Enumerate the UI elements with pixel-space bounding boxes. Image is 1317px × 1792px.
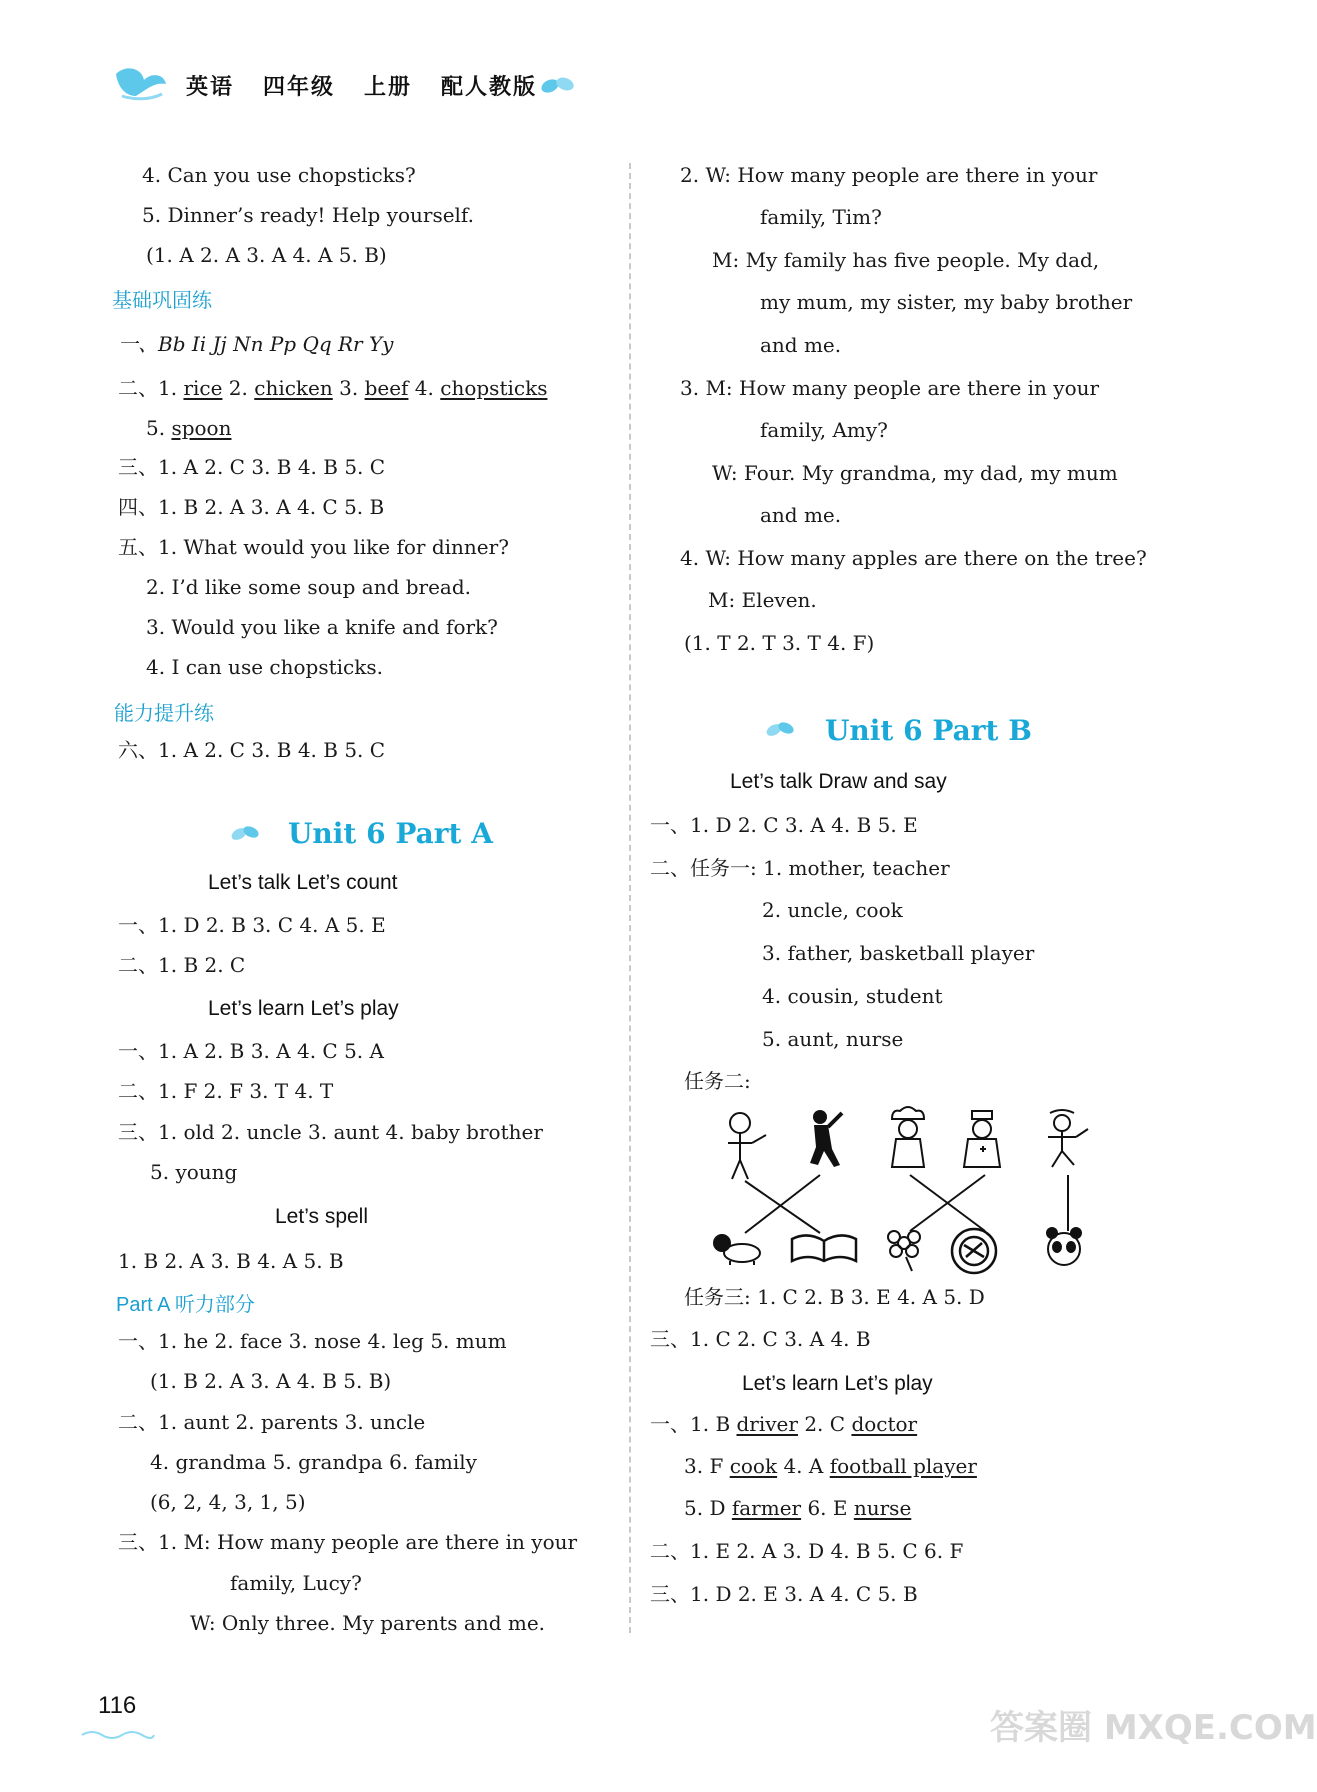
right-line-16: 3. father, basketball player [762, 941, 1035, 965]
left-line-26: 三、1. M: How many people are there in your [118, 1530, 578, 1554]
watermark: 答案圈 MXQE.COM [990, 1708, 1317, 1748]
nurse-figure [964, 1111, 1000, 1167]
right-line-6: 3. M: How many people are there in your [680, 376, 1100, 400]
unit6a-leaf [230, 822, 260, 850]
left-line-6: 5. spoon [146, 416, 232, 440]
right-line-5: and me. [760, 333, 842, 357]
word-farmer: farmer [731, 1496, 802, 1520]
right-line-25: 二、1. E 2. A 3. D 4. B 5. C 6. F [650, 1539, 964, 1563]
talk-count-heading: Let’s talk Let’s count [208, 871, 398, 894]
page-number-wave [80, 1724, 156, 1743]
word-rice: rice [183, 376, 223, 400]
right-line-12: (1. T 2. T 3. T 4. F) [684, 631, 875, 655]
word-spoon: spoon [171, 416, 232, 440]
unit6-part-b-title: Unit 6 Part B [825, 714, 1032, 747]
header-edition: 配人教版 [441, 75, 538, 100]
right-line-13: 一、1. D 2. C 3. A 4. B 5. E [650, 813, 918, 837]
cook-figure [892, 1107, 924, 1167]
left-line-11: 3. Would you like a knife and fork? [146, 615, 498, 639]
learn-play-heading: Let’s learn Let’s play [208, 997, 399, 1020]
left-line-19: 5. young [150, 1160, 238, 1184]
page-number: 116 [98, 1692, 137, 1719]
right-line-17: 4. cousin, student [762, 984, 943, 1008]
word-chicken: chicken [254, 376, 333, 400]
right-line-22: 一、1. B driver 2. C doctor [650, 1412, 918, 1436]
right-line-24: 5. D farmer 6. E nurse [684, 1496, 912, 1520]
word-nurse: nurse [853, 1496, 912, 1520]
leaf-icon [230, 822, 260, 846]
section-basic: 基础巩固练 [112, 288, 212, 312]
book-figure [792, 1235, 856, 1261]
right-line-21: 三、1. C 2. C 3. A 4. B [650, 1327, 871, 1351]
word-beef: beef [364, 376, 409, 400]
right-line-8: W: Four. My grandma, my dad, my mum [712, 461, 1118, 485]
right-line-7: family, Amy? [760, 418, 888, 442]
left-line-20: 1. B 2. A 3. B 4. A 5. B [118, 1249, 344, 1273]
left-line-5: 二、1. rice 2. chicken 3. beef 4. chopsticks [118, 376, 548, 400]
left-line-14: 一、1. D 2. B 3. C 4. A 5. E [118, 913, 386, 937]
left-line-15: 二、1. B 2. C [118, 953, 246, 977]
column-divider [629, 163, 631, 1633]
right-line-19: 任务二: [684, 1069, 751, 1093]
right-line-20: 任务三: 1. C 2. B 3. E 4. A 5. D [684, 1285, 985, 1309]
right-line-1: 2. W: How many people are there in your [680, 163, 1098, 187]
left-line-2: 5. Dinner’s ready! Help yourself. [142, 203, 474, 227]
word-driver: driver [736, 1412, 798, 1436]
right-line-4: my mum, my sister, my baby brother [760, 290, 1133, 314]
right-line-26: 三、1. D 2. E 3. A 4. C 5. B [650, 1582, 918, 1606]
learn-play-b-heading: Let’s learn Let’s play [742, 1372, 933, 1395]
unit6b-leaf [765, 718, 795, 746]
bird-logo-icon [112, 62, 168, 102]
left-line-25: (6, 2, 4, 3, 1, 5) [150, 1490, 306, 1514]
wave-icon [80, 1729, 156, 1739]
right-line-3: M: My family has five people. My dad, [712, 248, 1100, 272]
word-chopsticks: chopsticks [440, 376, 548, 400]
word-football-player: football player [829, 1454, 977, 1478]
right-line-11: M: Eleven. [708, 588, 817, 612]
left-line-13: 六、1. A 2. C 3. B 4. B 5. C [118, 738, 386, 762]
left-line-24: 4. grandma 5. grandpa 6. family [150, 1450, 477, 1474]
header-grade: 四年级 [263, 75, 336, 100]
left-line-17: 二、1. F 2. F 3. T 4. T [118, 1079, 334, 1103]
panda-figure [1047, 1228, 1081, 1265]
header-volume: 上册 [364, 75, 413, 100]
matching-figure [700, 1105, 1120, 1265]
right-line-18: 5. aunt, nurse [762, 1027, 904, 1051]
left-line-23: 二、1. aunt 2. parents 3. uncle [118, 1410, 426, 1434]
unit6-part-a-title: Unit 6 Part A [288, 817, 493, 850]
student-figure [1048, 1110, 1088, 1167]
left-line-1: 4. Can you use chopsticks? [142, 163, 416, 187]
left-line-28: W: Only three. My parents and me. [190, 1611, 546, 1635]
left-line-8: 四、1. B 2. A 3. A 4. C 5. B [118, 495, 385, 519]
header-leaf [540, 74, 576, 100]
left-line-16: 一、1. A 2. B 3. A 4. C 5. A [118, 1039, 384, 1063]
food-plate-figure [952, 1229, 996, 1273]
right-line-14: 二、任务一: 1. mother, teacher [650, 856, 950, 880]
right-line-23: 3. F cook 4. A football player [684, 1454, 977, 1478]
left-line-4: 一、Bb Ii Jj Nn Pp Qq Rr Yy [118, 332, 394, 356]
talk-draw-heading: Let’s talk Draw and say [730, 770, 947, 793]
word-cook: cook [729, 1454, 778, 1478]
left-line-21: 一、1. he 2. face 3. nose 4. leg 5. mum [118, 1329, 507, 1353]
left-line-27: family, Lucy? [230, 1571, 362, 1595]
section-ability: 能力提升练 [114, 701, 214, 725]
spell-heading: Let’s spell [275, 1205, 369, 1228]
leaf-icon [765, 718, 795, 742]
header-logo [112, 62, 168, 106]
leaf-icon [540, 74, 576, 96]
matching-illustration [700, 1105, 1120, 1265]
right-line-15: 2. uncle, cook [762, 898, 903, 922]
left-line-9: 五、1. What would you like for dinner? [118, 535, 509, 559]
right-line-2: family, Tim? [760, 205, 882, 229]
left-line-18: 三、1. old 2. uncle 3. aunt 4. baby brother [118, 1120, 543, 1144]
header-title [186, 70, 537, 101]
left-line-3: (1. A 2. A 3. A 4. A 5. B) [146, 243, 387, 267]
dog-figure [714, 1235, 760, 1265]
left-line-22: (1. B 2. A 3. A 4. B 5. B) [150, 1369, 392, 1393]
header-subject: 英语 [186, 75, 235, 100]
left-line-10: 2. I’d like some soup and bread. [146, 575, 472, 599]
flower-figure [888, 1231, 920, 1271]
section-listening: Part A 听力部分 [116, 1294, 255, 1316]
left-line-12: 4. I can use chopsticks. [146, 655, 383, 679]
word-doctor: doctor [851, 1412, 918, 1436]
basketball-player-figure [810, 1110, 842, 1167]
left-line-7: 三、1. A 2. C 3. B 4. B 5. C [118, 455, 386, 479]
teacher-figure [728, 1113, 766, 1179]
right-line-9: and me. [760, 503, 842, 527]
right-line-10: 4. W: How many apples are there on the tree? [680, 546, 1147, 570]
